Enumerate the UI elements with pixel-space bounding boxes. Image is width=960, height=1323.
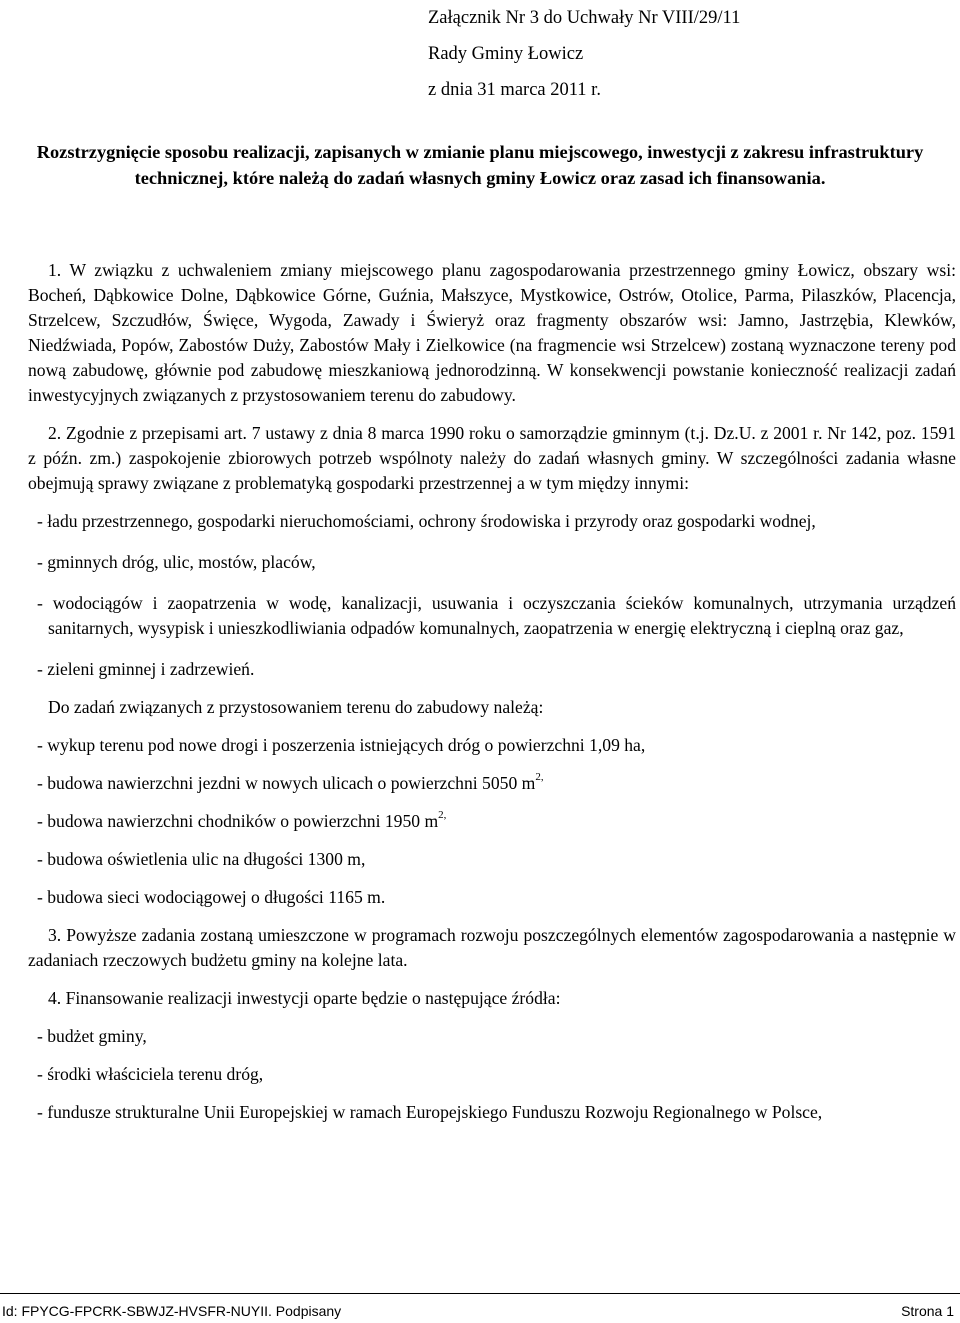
section-4: 4. Finansowanie realizacji inwestycji oparte będzie o następujące źródła: — [48, 988, 561, 1008]
duty-item — [28, 771, 956, 796]
section-1: 1. W związku z uchwaleniem zmiany miejscowego planu zagospodarowania przestrzennego gminy Łowicz, obszary wsi: Bocheń, Dąbkowice Dolne, Dąbkowice Górne, Guźnia, Małszyce, Mystkowice, Ostrów, Otolice, Parma, Pilaszków, Placencja, Strzelcew, Szczudłów, Święce, Wygoda, Zawady i Świeryż oraz fragmenty obszarów wsi: Jamno, Jastrzębia, Klewków, Niedźwiada, Popów, Zabostów Duży, Zabostów Mały i Zielkowice (na fragmencie wsi Strzelcew) zostaną wyznaczone tereny pod nową zabudowę, głównie pod zabudowę mieszkaniową jednorodzinną. W konsekwencji powstanie konieczność realizacji zadań inwestycyjnych związanych z przystosowaniem terenu do zabudowy. — [28, 260, 956, 405]
section-3: 3. Powyższe zadania zostaną umieszczone w programach rozwoju poszczególnych elementów zagospodarowania a następnie w zadaniach rzeczowych budżetu gminy na kolejne lata. — [28, 925, 956, 970]
header-line-3: z dnia 31 marca 2011 r. — [428, 80, 601, 100]
duty-item: - budowa oświetlenia ulic na długości 1300 m, — [37, 849, 366, 869]
duty-text: - budowa nawierzchni jezdni w nowych ulicach o powierzchni 5050 m — [37, 773, 536, 793]
document-body — [28, 258, 956, 1125]
header-line-2: Rady Gminy Łowicz — [428, 44, 584, 64]
source-item: - budżet gminy, — [37, 1026, 147, 1046]
task-item: - zieleni gminnej i zadrzewień. — [37, 659, 255, 679]
section-2: 2. Zgodnie z przepisami art. 7 ustawy z dnia 8 marca 1990 roku o samorządzie gminnym (t.j. Dz.U. z 2001 r. Nr 142, poz. 1591 z późn. zm.) zaspokojenie zbiorowych potrzeb wspólnoty należy do zadań własnych gminy. W szczególności zadania własne obejmują sprawy związane z problematyką gospodarki przestrzennej a w tym między innymi: — [28, 423, 956, 493]
task-item: - wodociągów i zaopatrzenia w wodę, kanalizacji, usuwania i oczyszczania ścieków komunalnych, utrzymania urządzeń sanitarnych, wysypisk i unieszkodliwiania odpadów komunalnych, zaopatrzenia w energię elektryczną i cieplną oraz gaz, — [37, 593, 956, 638]
document-id: Id: FPYCG-FPCRK-SBWJZ-HVSFR-NUYII. Podpisany — [2, 1303, 342, 1319]
duty-item — [28, 809, 956, 834]
attachment-header — [428, 0, 740, 108]
duty-text: - budowa nawierzchni chodników o powierzchni 1950 m — [37, 811, 439, 831]
duty-unit-superscript: 2, — [438, 809, 447, 821]
task-item: - ładu przestrzennego, gospodarki nieruchomościami, ochrony środowiska i przyrody oraz gospodarki wodnej, — [37, 511, 816, 531]
duty-unit-superscript: 2, — [535, 771, 544, 783]
document-title: Rozstrzygnięcie sposobu realizacji, zapisanych w zmianie planu miejscowego, inwestycji z zakresu infrastruktury technicznej, które należą do zadań własnych gminy Łowicz oraz zasad ich finansowania. — [36, 142, 924, 188]
duty-item: - budowa sieci wodociągowej o długości 1165 m. — [37, 887, 386, 907]
source-item: - środki właściciela terenu dróg, — [37, 1064, 264, 1084]
duties-intro: Do zadań związanych z przystosowaniem terenu do zabudowy należą: — [48, 697, 544, 717]
footer-divider — [0, 1293, 960, 1294]
page-number: Strona 1 — [901, 1303, 954, 1319]
duty-item: - wykup terenu pod nowe drogi i poszerzenia istniejących dróg o powierzchni 1,09 ha, — [37, 735, 646, 755]
task-item: - gminnych dróg, ulic, mostów, placów, — [37, 552, 316, 572]
header-line-1: Załącznik Nr 3 do Uchwały Nr VIII/29/11 — [428, 8, 741, 28]
source-item: - fundusze strukturalne Unii Europejskiej w ramach Europejskiego Funduszu Rozwoju Regionalnego w Polsce, — [37, 1102, 823, 1122]
